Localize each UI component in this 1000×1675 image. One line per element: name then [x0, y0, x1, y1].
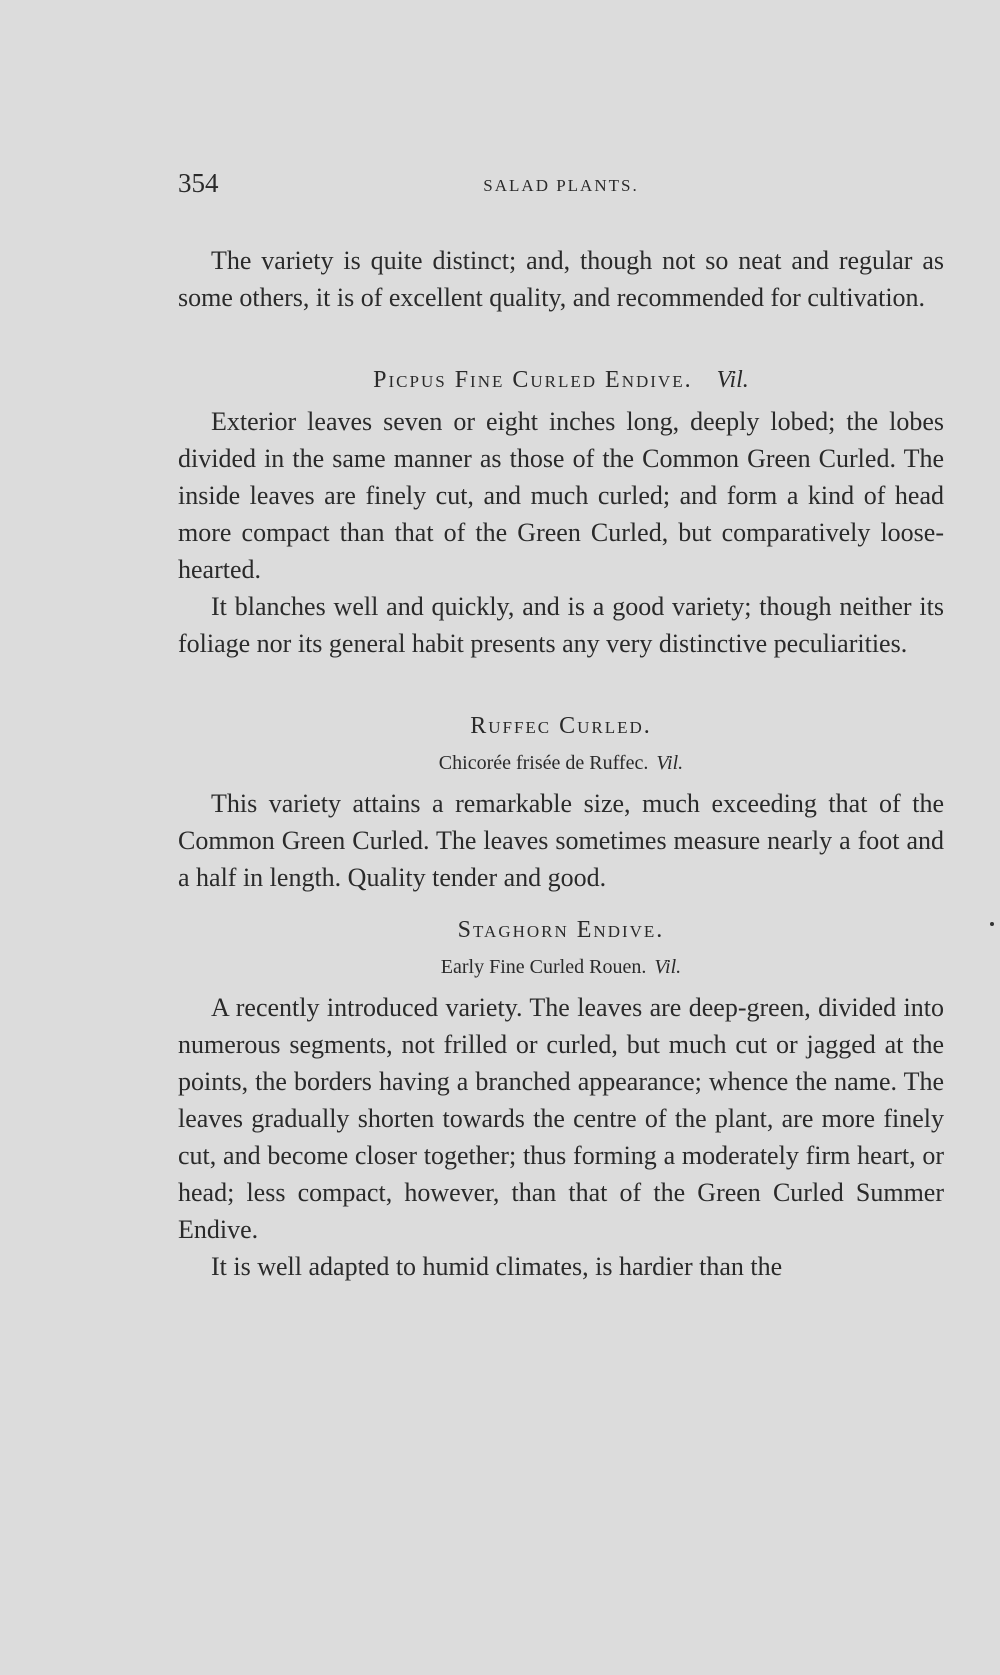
synonym-text: Early Fine Curled Rouen.	[440, 956, 647, 978]
subheading-authority: Vil.	[656, 752, 684, 774]
heading-text: Staghorn Endive.	[457, 917, 665, 943]
heading-text: Ruffec Curled.	[470, 713, 652, 739]
running-head	[178, 168, 944, 208]
section-heading-ruffec	[178, 708, 944, 745]
paragraph: Exterior leaves seven or eight inches long, deeply lobed; the lobes divided in the same manner as those of the Common Green Curled. The inside leaves are finely cut, and much curled; and form a kind of head more compact than that of the Green Curled, but comparatively loose-hearted.	[178, 407, 944, 584]
synonym-text: Chicorée frisée de Ruffec.	[438, 752, 649, 774]
section-subheading-staghorn	[178, 949, 944, 985]
ink-speck	[990, 922, 994, 926]
paragraph: This variety attains a remarkable size, much exceeding that of the Common Green Curled. The leaves sometimes measure nearly a foot and a half in length. Quality tender and good.	[178, 789, 944, 892]
paragraph: It is well adapted to humid climates, is hardier than the	[211, 1252, 783, 1281]
intro-paragraph: The variety is quite distinct; and, though not so neat and regular as some others, it is of excellent quality, and recommended for cultivation.	[178, 246, 944, 312]
subheading-authority: Vil.	[654, 956, 682, 978]
page-number: 354	[178, 168, 219, 198]
paragraph: A recently introduced variety. The leaves are deep-green, divided into numerous segments, not frilled or curled, but much cut or jagged at the points, the borders having a branched appearance; whence the name. The leaves gradually shorten towards the centre of the plant, are more finely cut, and become closer together; thus forming a moderately firm heart, or head; less compact, however, than that of the Green Curled Summer Endive.	[178, 993, 944, 1244]
running-title: SALAD PLANTS.	[483, 176, 639, 195]
section-heading-staghorn	[178, 912, 944, 949]
paragraph: It blanches well and quickly, and is a good variety; though neither its foliage nor its general habit presents any very distinctive peculiarities.	[178, 592, 944, 658]
heading-authority: Vil.	[716, 367, 749, 393]
section-heading-picpus	[178, 362, 944, 399]
body-text	[178, 242, 944, 1285]
heading-text: Picpus Fine Curled Endive.	[373, 367, 693, 393]
section-subheading-ruffec	[178, 745, 944, 781]
